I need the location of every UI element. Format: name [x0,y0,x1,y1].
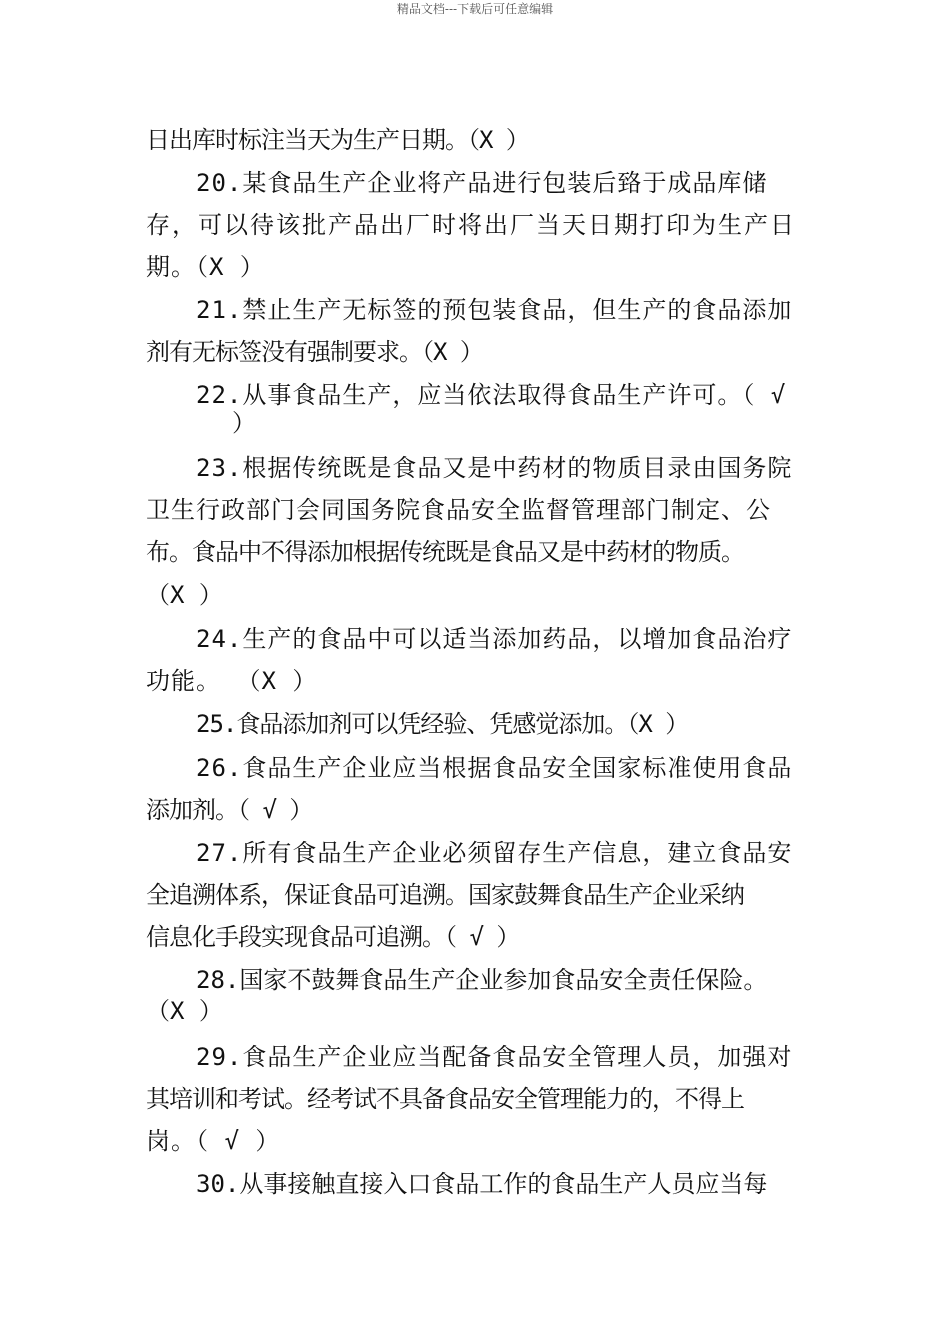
text-line: 全追溯体系，保证食品可追溯。国家鼓舞食品生产企业采纳 [146,881,744,909]
text-line: 21.禁止生产无标签的预包装食品，但生产的食品添加 [196,296,793,324]
text-line: 29.食品生产企业应当配备食品安全管理人员，加强对 [196,1043,793,1071]
text-line: 功能。 （X ） [146,667,318,695]
text-line: 其培训和考试。经考试不具备食品安全管理能力的，不得上 [146,1085,744,1113]
page-header: 精品文档---下载后可任意编辑 [396,2,554,16]
text-line: 剂有无标签没有强制要求。（X ） [146,338,483,366]
text-line: 30.从事接触直接入口食品工作的食品生产人员应当每 [196,1170,768,1198]
text-line: 存，可以待该批产品出厂时将出厂当天日期打印为生产日 [146,211,796,239]
text-line: 卫生行政部门会同国务院食品安全监督管理部门制定、公 [146,496,771,524]
text-line: 信息化手段实现食品可追溯。（ √ ） [146,923,520,951]
text-line: 布。食品中不得添加根据传统既是食品又是中药材的物质。 [146,538,744,566]
text-line: 添加剂。（ √ ） [146,796,313,824]
text-line: （X ） [146,581,223,609]
text-line: 25.食品添加剂可以凭经验、凭感觉添加。（X ） [196,710,689,738]
text-line: 27.所有食品生产企业必须留存生产信息，建立食品安 [196,839,793,867]
text-line: 26.食品生产企业应当根据食品安全国家标准使用食品 [196,754,793,782]
text-line: 岗。（ √ ） [146,1127,281,1155]
text-line: 28.国家不鼓舞食品生产企业参加食品安全责任保险。 [196,966,768,994]
text-line: 期。（X ） [146,253,265,281]
text-line: 23.根据传统既是食品又是中药材的物质目录由国务院 [196,454,793,482]
text-line: 日出库时标注当天为生产日期。（X ） [146,126,529,154]
text-line: 20.某食品生产企业将产品进行包装后臵于成品库储 [196,169,768,197]
text-line: ） [232,409,256,437]
text-line: （X ） [146,997,223,1025]
text-line: 24.生产的食品中可以适当添加药品，以增加食品治疗 [196,625,793,653]
text-line: 22.从事食品生产，应当依法取得食品生产许可。（ √ [196,381,787,409]
